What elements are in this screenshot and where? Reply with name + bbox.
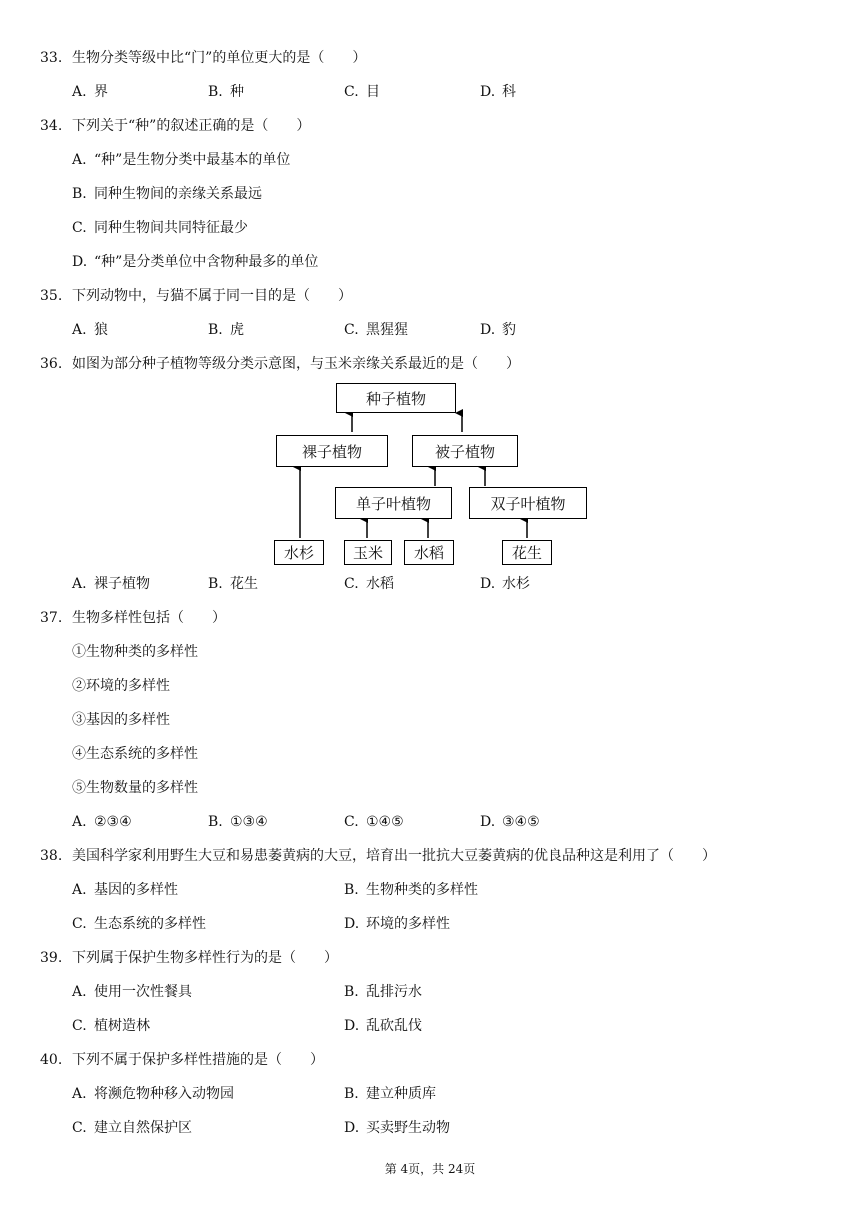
question-text: 生物分类等级中比“门”的单位更大的是（ ） [72, 50, 367, 66]
option-label: A. [72, 84, 87, 100]
question-text: 美国科学家利用野生大豆和易患萎黄病的大豆，培育出一批抗大豆萎黄病的优良品种这是利用了（ ） [72, 848, 716, 864]
option-a [72, 574, 150, 594]
option-d [344, 1016, 422, 1036]
question-text: 如图为部分种子植物等级分类示意图，与玉米亲缘关系最近的是（ ） [72, 356, 520, 372]
question-text: 生物多样性包括（ ） [72, 610, 226, 626]
option-label: C. [72, 220, 87, 236]
option-text: 将濒危物种移入动物园 [94, 1086, 234, 1102]
option-b [208, 812, 268, 832]
option-text: 狼 [94, 322, 108, 338]
question-number: 34. [40, 118, 63, 134]
option-label: C. [344, 814, 359, 830]
option-label: C. [72, 1018, 87, 1034]
option-b [72, 184, 262, 204]
option-text: 环境的多样性 [366, 916, 450, 932]
option-label: B. [72, 186, 87, 202]
option-label: A. [72, 814, 87, 830]
box-metasequoia: 水杉 [274, 540, 324, 565]
option-text: 乱排污水 [366, 984, 422, 1000]
statement-item: ⑤生物数量的多样性 [72, 780, 198, 796]
option-text: 裸子植物 [94, 576, 150, 592]
option-label: D. [480, 814, 496, 830]
option-text: 生态系统的多样性 [94, 916, 206, 932]
statement-item: ①生物种类的多样性 [72, 644, 198, 660]
option-a [72, 150, 290, 170]
option-text: 生物种类的多样性 [366, 882, 478, 898]
option-text: 目 [366, 84, 380, 100]
question-number: 36. [40, 356, 63, 372]
option-c [344, 320, 408, 340]
option-label: B. [208, 322, 223, 338]
question-text: 下列关于“种”的叙述正确的是（ ） [72, 118, 311, 134]
option-b [344, 880, 478, 900]
option-b [344, 1084, 436, 1104]
option-label: C. [344, 84, 359, 100]
option-d [480, 574, 530, 594]
question-number: 40. [40, 1052, 63, 1068]
option-c [344, 82, 380, 102]
option-c [72, 218, 248, 238]
option-label: A. [72, 1086, 87, 1102]
option-a [72, 812, 132, 832]
question-number: 39. [40, 950, 63, 966]
option-a [72, 880, 178, 900]
classification-diagram [270, 380, 600, 570]
option-c [72, 914, 206, 934]
option-label: D. [344, 916, 360, 932]
option-c [344, 574, 394, 594]
question-number: 35. [40, 288, 63, 304]
question-number: 33. [40, 50, 63, 66]
option-a [72, 1084, 234, 1104]
option-label: D. [344, 1120, 360, 1136]
option-d [480, 812, 540, 832]
option-text: ②③④ [94, 814, 132, 830]
option-text: 同种生物间的亲缘关系最远 [94, 186, 262, 202]
option-text: 建立自然保护区 [94, 1120, 192, 1136]
option-text: “种”是分类单位中含物种最多的单位 [94, 254, 319, 270]
statement-item: ④生态系统的多样性 [72, 746, 198, 762]
option-label: A. [72, 322, 87, 338]
option-label: D. [480, 322, 496, 338]
option-label: B. [208, 814, 223, 830]
question-text: 下列动物中，与猫不属于同一目的是（ ） [72, 288, 352, 304]
option-label: B. [344, 984, 359, 1000]
statement-item: ②环境的多样性 [72, 678, 170, 694]
box-rice: 水稻 [404, 540, 454, 565]
option-text: 同种生物间共同特征最少 [94, 220, 248, 236]
option-text: 黑猩猩 [366, 322, 408, 338]
box-peanut: 花生 [502, 540, 552, 565]
option-text: ①③④ [230, 814, 268, 830]
option-d [72, 252, 318, 272]
option-text: 科 [502, 84, 516, 100]
option-text: 界 [94, 84, 108, 100]
option-text: ③④⑤ [502, 814, 540, 830]
option-label: C. [72, 916, 87, 932]
option-text: 植树造林 [94, 1018, 150, 1034]
question-text: 下列不属于保护多样性措施的是（ ） [72, 1052, 324, 1068]
option-label: C. [72, 1120, 87, 1136]
option-label: A. [72, 576, 87, 592]
question-number: 38. [40, 848, 63, 864]
option-text: ①④⑤ [366, 814, 404, 830]
option-text: 使用一次性餐具 [94, 984, 192, 1000]
option-b [208, 82, 244, 102]
option-text: “种”是生物分类中最基本的单位 [94, 152, 291, 168]
option-label: B. [344, 882, 359, 898]
option-text: 虎 [230, 322, 244, 338]
option-d [344, 1118, 450, 1138]
option-text: 水稻 [366, 576, 394, 592]
option-label: C. [344, 322, 359, 338]
option-a [72, 320, 108, 340]
option-label: D. [72, 254, 88, 270]
option-d [344, 914, 450, 934]
option-label: B. [344, 1086, 359, 1102]
option-b [208, 320, 244, 340]
option-b [208, 574, 258, 594]
question-text: 下列属于保护生物多样性行为的是（ ） [72, 950, 338, 966]
option-a [72, 82, 108, 102]
option-b [344, 982, 422, 1002]
option-text: 基因的多样性 [94, 882, 178, 898]
option-text: 建立种质库 [366, 1086, 436, 1102]
statement-item: ③基因的多样性 [72, 712, 170, 728]
question-number: 37. [40, 610, 63, 626]
option-a [72, 982, 192, 1002]
option-label: A. [72, 984, 87, 1000]
option-label: A. [72, 882, 87, 898]
option-text: 买卖野生动物 [366, 1120, 450, 1136]
option-label: B. [208, 84, 223, 100]
option-label: D. [344, 1018, 360, 1034]
page-footer: 第 4页，共 24页 [384, 1162, 476, 1176]
option-label: B. [208, 576, 223, 592]
box-corn: 玉米 [344, 540, 392, 565]
box-dicots: 双子叶植物 [469, 487, 587, 519]
option-c [72, 1016, 150, 1036]
option-label: D. [480, 576, 496, 592]
box-monocots: 单子叶植物 [335, 487, 452, 519]
box-seed-plants: 种子植物 [336, 383, 456, 413]
option-text: 乱砍乱伐 [366, 1018, 422, 1034]
option-label: D. [480, 84, 496, 100]
option-d [480, 320, 516, 340]
option-label: A. [72, 152, 87, 168]
option-text: 种 [230, 84, 244, 100]
option-c [344, 812, 404, 832]
option-label: C. [344, 576, 359, 592]
box-angiosperms: 被子植物 [412, 435, 518, 467]
option-text: 豹 [502, 322, 516, 338]
option-text: 水杉 [502, 576, 530, 592]
option-d [480, 82, 516, 102]
option-text: 花生 [230, 576, 258, 592]
option-c [72, 1118, 192, 1138]
box-gymnosperms: 裸子植物 [276, 435, 388, 467]
